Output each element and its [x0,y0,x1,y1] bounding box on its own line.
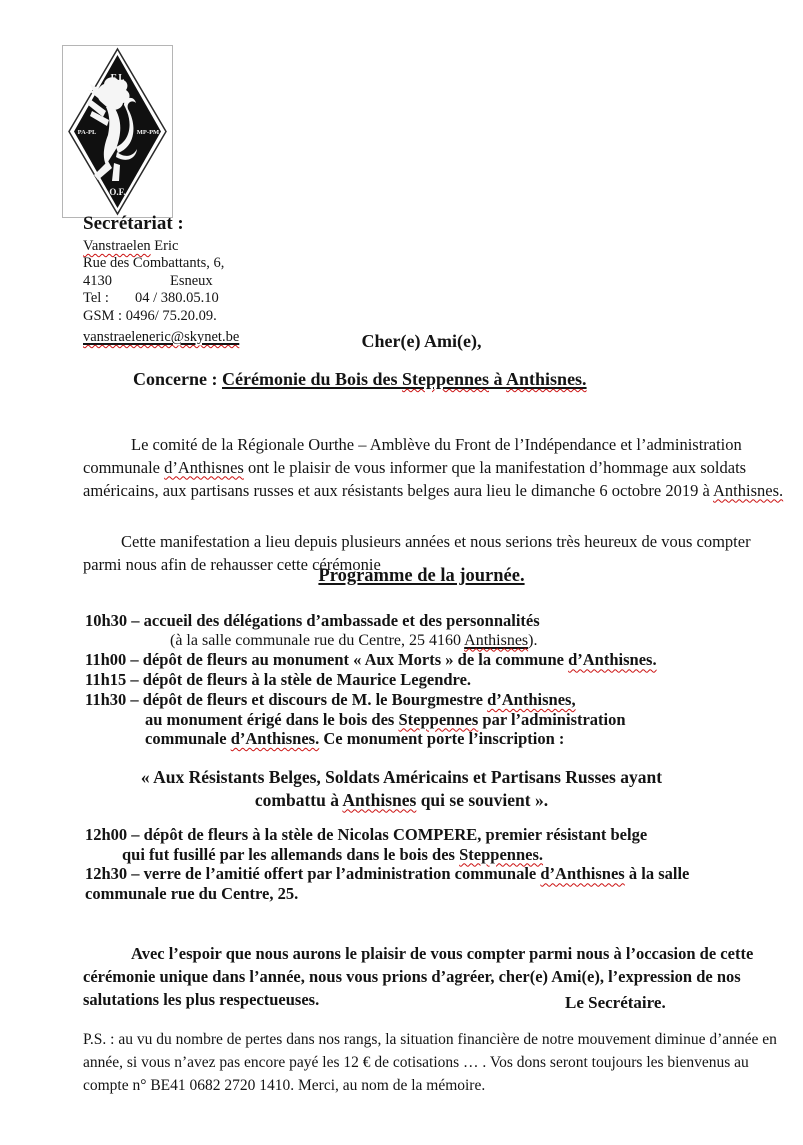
secretariat-tel [83,290,403,307]
program-item-11h30-line3 [85,729,797,749]
city: Esneux [170,272,213,289]
program-item-10h30: 10h30 – accueil des délégations d’ambassade et des personnalités [85,611,540,630]
location-part1: (à la salle communale rue du Centre, 25 4160 [170,631,465,649]
secretariat-name [83,238,403,255]
item-11h30-l3-part1: communale [145,729,231,749]
intro-paragraph [83,433,791,502]
item-11h30-part1: 11h30 – dépôt de fleurs et discours de M. le Bourgmestre [85,689,488,709]
logo-text-papl: PA-PL [77,129,97,136]
item-12h30-part1: 12h30 – verre de l’amitié offert par l’administration communale [85,864,541,884]
email-link[interactable]: vanstraeleneric@skynet.be [83,329,240,346]
item-11h00-flag: d’Anthisnes. [568,650,657,670]
postscript: P.S. : au vu du nombre de pertes dans nos rangs, la situation financière de notre mouvement diminue d’année en année, si vous n’avez pas encore payé les 12 € de cotisations … . Vos dons seront toujours les bienvenus au compte n° BE41 0682 2720 1410. Merci, au nom de la mémoire. [83,1030,777,1094]
fi-lion-logo-svg [62,45,173,218]
program-item-10h30-location [85,631,797,651]
secretariat-gsm: GSM : 0496/ 75.20.09. [83,307,217,324]
program-item-11h30 [85,690,797,710]
secretariat-block [83,213,403,346]
program-item-11h15: 11h15 – dépôt de fleurs à la stèle de Maurice Legendre. [85,670,472,690]
program-item-12h30 [85,864,797,884]
program-list-continued [85,825,797,904]
secretariat-postal-city [83,273,403,290]
subject-flag2: Anthisnes. [506,369,587,389]
item-11h30-l3-flag: d’Anthisnes. [230,729,320,749]
program-list [85,611,797,749]
subject-line [133,369,587,390]
salutation: Cher(e) Ami(e), [361,331,482,351]
inscription-l2-part1: combattu à [254,789,343,810]
inscription-l2-part2: qui se souvient ». [416,789,549,810]
program-item-11h00 [85,650,797,670]
item-11h30-l3-part2: Ce monument porte l’inscription : [319,729,565,749]
secretariat-street: Rue des Combattants, 6, [83,255,225,272]
subject-flag1: Steppennes [401,369,490,389]
postal-code: 4130 [83,272,112,289]
program-item-12h00-line2 [85,845,797,865]
subject-part2: à [489,369,507,389]
program-item-12h00: 12h00 – dépôt de fleurs à la stèle de Nicolas COMPERE, premier résistant belge [85,825,648,844]
secretariat-title: Secrétariat : [83,213,184,234]
secretariat-name-firstname: Eric [150,238,179,254]
logo-text-fi: F.I. [110,73,125,84]
signature: Le Secrétaire. [565,993,666,1012]
item-12h00-l2-flag: Steppennes. [459,844,544,864]
item-12h30-flag: d’Anthisnes [540,864,625,884]
intro-part1: Le comité de la Régionale Ourthe – Amblève du Front de l’Indépendance et l’administration communale [83,434,742,477]
program-item-11h30-line2 [85,710,797,730]
tel-label: Tel : [83,290,109,307]
subject-underlined [222,369,587,389]
monument-inscription [20,766,783,811]
fi-logo [62,45,173,218]
location-underline [464,632,528,649]
item-11h30-l2-part1: au monument érigé dans le bois des [145,709,399,729]
inscription-l2-flag: Anthisnes [342,789,417,810]
subject-label: Concerne : [133,369,222,389]
tel-number: 04 / 380.05.10 [134,290,219,307]
program-title [20,566,803,587]
intro-flag1: d’Anthisnes [164,457,244,477]
item-11h30-flag: d’Anthisnes, [487,689,576,709]
item-12h30-part2: à la salle [624,864,690,884]
item-11h30-l2-flag: Steppennes [398,709,479,729]
item-12h00-l2-part1: qui fut fusillé par les allemands dans le bois des [122,844,460,864]
inscription-line1: « Aux Résistants Belges, Soldats Américains et Partisans Russes ayant [140,767,663,787]
item-11h00-part1: 11h00 – dépôt de fleurs au monument « Aux Morts » de la commune [85,650,569,670]
intro-part2: ont le plaisir de vous informer que la manifestation d’hommage aux soldats américains, aux partisans russes et aux résistants belges aura lieu le dimanche 6 octobre 2019 à [83,457,747,500]
secretariat-name-surname: Vanstraelen [83,238,151,254]
closing-paragraph: Avec l’espoir que nous aurons le plaisir de vous compter parmi nous à l’occasion de cette cérémonie unique dans l’année, nous vous prions d’agréer, cher(e) Ami(e), l’expression de nos salutations les plus respectueuses. [83,943,754,1009]
item-11h30-l2-part2: par l’administration [478,709,626,729]
program-title-text: Programme de la journée. [318,566,525,586]
program-item-12h30-line2: communale rue du Centre, 25. [85,884,299,904]
logo-text-mppm: MP-PM [136,129,160,136]
location-flag: Anthisnes [464,631,529,649]
subject-part1: Cérémonie du Bois des [221,369,402,389]
intro-flag2: Anthisnes. [713,480,784,500]
inscription-line2 [20,789,783,812]
location-part2: ). [528,631,538,649]
second-paragraph: Cette manifestation a lieu depuis plusieurs années et nous serions très heureux de vous compter parmi nous afin de rehausser cette cérémonie [83,531,751,574]
logo-text-of: O.F. [109,187,126,197]
